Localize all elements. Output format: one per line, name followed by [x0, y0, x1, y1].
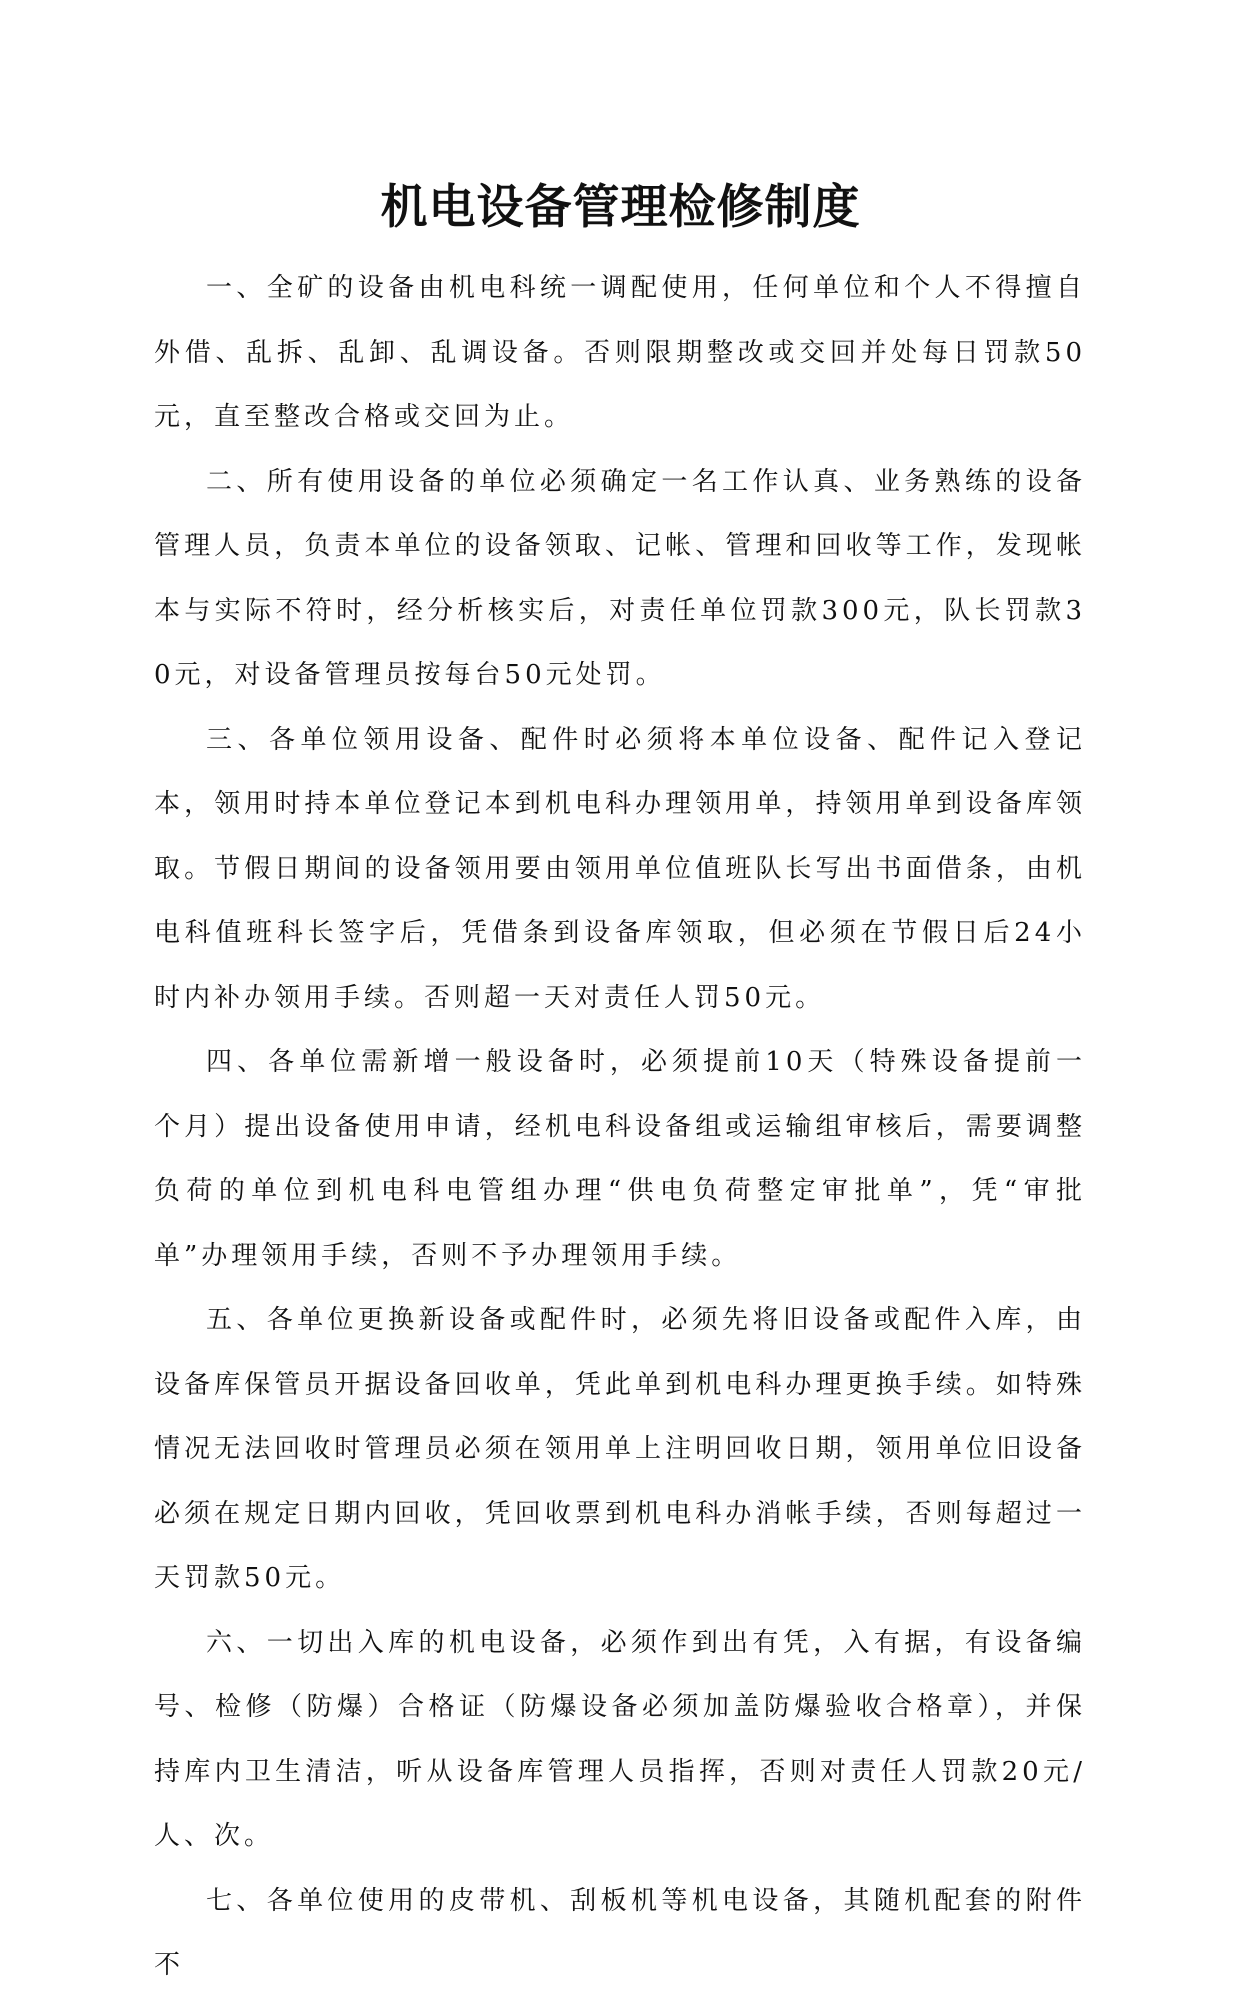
paragraph-5: 五、各单位更换新设备或配件时，必须先将旧设备或配件入库，由设备库保管员开据设备回收单，凭此单到机电科办理更换手续。如特殊情况无法回收时管理员必须在领用单上注明回收日期，领用单位旧设备必须在规定日期内回收，凭回收票到机电科办消帐手续，否则每超过一天罚款50元。 [154, 1305, 1086, 1593]
paragraph-2: 二、所有使用设备的单位必须确定一名工作认真、业务熟练的设备管理人员，负责本单位的设备领取、记帐、管理和回收等工作，发现帐本与实际不符时，经分析核实后，对责任单位罚款300元，队长罚款30元，对设备管理员按每台50元处罚。 [154, 466, 1086, 690]
document-title: 机电设备管理检修制度 [380, 180, 861, 235]
paragraph-4: 四、各单位需新增一般设备时，必须提前10天（特殊设备提前一个月）提出设备使用申请，经机电科设备组或运输组审核后，需要调整负荷的单位到机电科电管组办理“供电负荷整定审批单”，凭“审批单”办理领用手续，否则不予办理领用手续。 [154, 1047, 1086, 1271]
paragraph-3: 三、各单位领用设备、配件时必须将本单位设备、配件记入登记本，领用时持本单位登记本到机电科办理领用单，持领用单到设备库领取。节假日期间的设备领用要由领用单位值班队长写出书面借条，由机电科值班科长签字后，凭借条到设备库领取，但必须在节假日后24小时内补办领用手续。否则超一天对责任人罚50元。 [154, 724, 1086, 1013]
paragraph-6: 六、一切出入库的机电设备，必须作到出有凭，入有据，有设备编号、检修（防爆）合格证（防爆设备必须加盖防爆验收合格章），并保持库内卫生清洁，听从设备库管理人员指挥，否则对责任人罚款20元/人、次。 [154, 1627, 1086, 1851]
paragraph-1: 一、全矿的设备由机电科统一调配使用，任何单位和个人不得擅自外借、乱拆、乱卸、乱调设备。否则限期整改或交回并处每日罚款50元，直至整改合格或交回为止。 [154, 273, 1086, 432]
paragraph-7: 七、各单位使用的皮带机、刮板机等机电设备，其随机配套的附件不 [154, 1885, 1086, 1980]
document-body [154, 256, 1086, 1998]
